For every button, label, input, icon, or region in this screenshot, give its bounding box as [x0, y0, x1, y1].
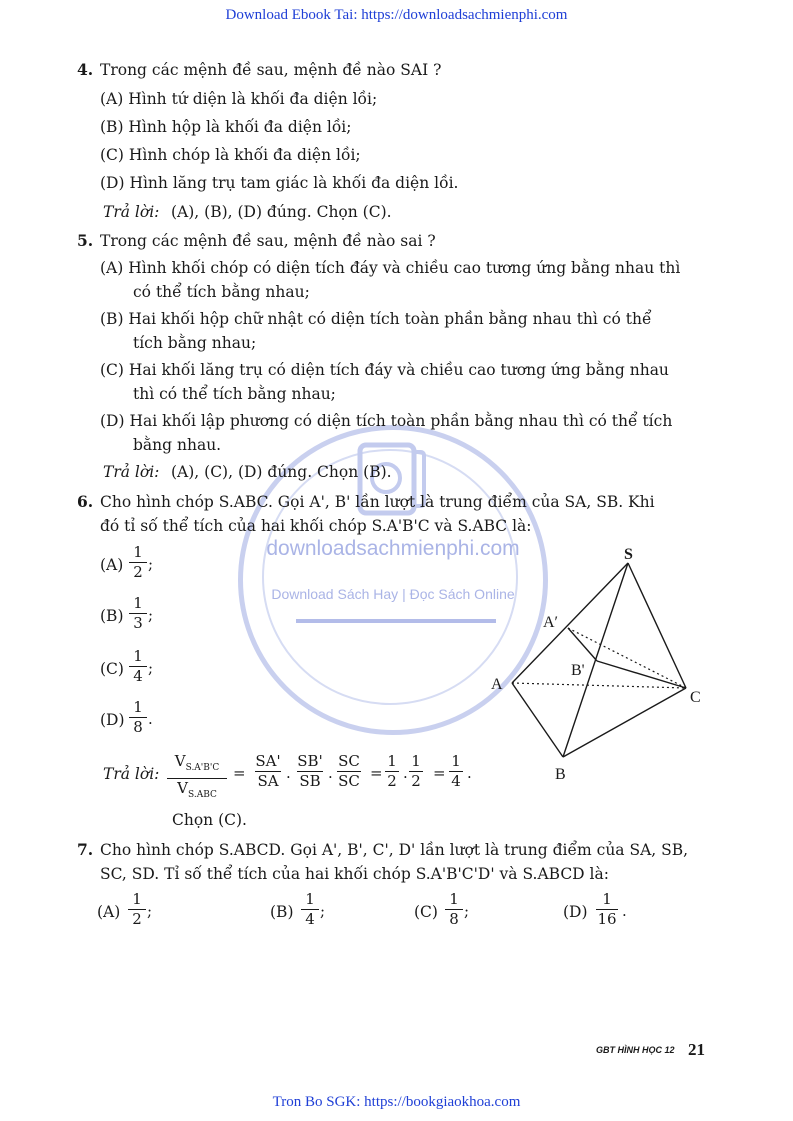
denominator: SA — [257, 772, 279, 791]
option-d-label: (D) — [100, 711, 125, 729]
label-b-prime: B' — [571, 662, 585, 679]
numerator: SA' — [255, 752, 281, 770]
option-a-punct: ; — [148, 555, 154, 573]
edge-bp-c — [597, 661, 686, 688]
question-line-2: SC, SD. Tỉ số thể tích của hai khối chóp S.A'B'C'D' và S.ABCD là: — [100, 865, 609, 883]
book-title: GBT HÌNH HỌC 12 — [596, 1045, 675, 1055]
question-prompt: Trong các mệnh đề sau, mệnh đề nào SAI ? — [100, 61, 442, 79]
question-prompt: Trong các mệnh đề sau, mệnh đề nào sai ? — [100, 232, 436, 250]
formula-eq: = — [370, 764, 383, 782]
question-number: 5. — [77, 231, 94, 250]
question-number: 7. — [77, 840, 94, 859]
numerator: 1 — [449, 890, 459, 908]
denominator: 2 — [133, 563, 143, 582]
volume-subscript: S.A'B'C — [185, 763, 220, 773]
numerator: 1 — [387, 752, 397, 770]
edge-s-c — [628, 563, 686, 688]
footer-link[interactable]: Tron Bo SGK: https://bookgiaokhoa.com — [272, 1094, 521, 1110]
option-b: (B) Hình hộp là khối đa diện lồi; — [100, 118, 352, 136]
numerator: 1 — [133, 647, 143, 665]
label-a: A — [491, 676, 503, 693]
numerator: SB' — [297, 752, 323, 770]
choice-text: Chọn (C). — [172, 811, 247, 829]
option-d-punct: . — [148, 710, 153, 728]
option-d-label: (D) — [563, 903, 588, 921]
label-s: S — [624, 546, 633, 563]
denominator: 8 — [133, 718, 143, 737]
numerator: 1 — [132, 890, 142, 908]
option-d-fraction — [590, 891, 624, 928]
option-c-label: (C) — [414, 903, 438, 921]
page-number: 21 — [688, 1040, 705, 1059]
option-b: (B) Hai khối hộp chữ nhật có diện tích toàn phần bằng nhau thì có thể — [100, 310, 652, 328]
denominator: 3 — [133, 614, 143, 633]
label-c: C — [690, 689, 701, 706]
formula-dot: . — [467, 764, 472, 782]
denominator: 4 — [451, 772, 461, 791]
edge-b-c — [563, 688, 686, 757]
denominator: 4 — [133, 667, 143, 686]
formula-eq: = — [233, 764, 246, 782]
denominator: 16 — [597, 910, 617, 929]
answer-label: Trả lời: — [103, 463, 160, 481]
label-b: B — [555, 766, 566, 783]
question-number: 4. — [77, 60, 94, 79]
option-b-label: (B) — [270, 903, 294, 921]
denominator: 2 — [387, 772, 397, 791]
watermark-subtitle: Download Sách Hay | Đọc Sách Online — [271, 586, 515, 602]
option-a: (A) Hình tứ diện là khối đa diện lồi; — [100, 90, 378, 108]
formula-dot: . — [403, 764, 408, 782]
option-c-cont: thì có thể tích bằng nhau; — [133, 385, 336, 403]
label-a-prime: A′ — [543, 614, 559, 631]
option-b-punct: ; — [320, 902, 326, 920]
numerator: 1 — [451, 752, 461, 770]
denominator: SB — [299, 772, 321, 791]
formula-dot: . — [286, 764, 291, 782]
option-c: (C) Hai khối lăng trụ có diện tích đáy và chiều cao tương ứng bằng nhau — [100, 361, 669, 379]
option-d-cont: bằng nhau. — [133, 436, 222, 454]
formula-eq: = — [433, 764, 446, 782]
option-d: (D) Hai khối lập phương có diện tích toàn phần bằng nhau thì có thể tích — [100, 412, 673, 430]
option-d: (D) Hình lăng trụ tam giác là khối đa diện lồi. — [100, 174, 459, 192]
option-c-punct: ; — [148, 659, 154, 677]
denominator: 2 — [411, 772, 421, 791]
header-link[interactable]: Download Ebook Tai: https://downloadsachmienphi.com — [225, 7, 568, 23]
denominator: 2 — [132, 910, 142, 929]
option-b-label: (B) — [100, 607, 124, 625]
option-b-punct: ; — [148, 606, 154, 624]
denominator: 8 — [449, 910, 459, 929]
volume-symbol: V — [174, 752, 186, 770]
answer-label: Trả lời: — [103, 203, 160, 221]
numerator: 1 — [133, 543, 143, 561]
option-a-label: (A) — [97, 903, 121, 921]
edge-ap-bp — [568, 628, 597, 661]
edge-a-b — [512, 683, 563, 757]
denominator: 4 — [305, 910, 315, 929]
edge-ap-c-hidden — [568, 628, 686, 688]
question-line-2: đó tỉ số thể tích của hai khối chóp S.A'B'C và S.ABC là: — [100, 517, 532, 535]
option-a-punct: ; — [147, 902, 153, 920]
option-c: (C) Hình chóp là khối đa diện lồi; — [100, 146, 361, 164]
question-number: 6. — [77, 492, 94, 511]
option-c-label: (C) — [100, 660, 124, 678]
option-a: (A) Hình khối chóp có diện tích đáy và chiều cao tương ứng bằng nhau thì — [100, 259, 681, 277]
option-a-label: (A) — [100, 556, 124, 574]
question-line-1: Cho hình chóp S.ABC. Gọi A', B' lần lượt là trung điểm của SA, SB. Khi — [100, 493, 655, 511]
numerator: 1 — [133, 594, 143, 612]
edge-a-c-hidden — [512, 683, 686, 688]
option-b-cont: tích bằng nhau; — [133, 334, 257, 352]
numerator: 1 — [133, 698, 143, 716]
question-line-1: Cho hình chóp S.ABCD. Gọi A', B', C', D' lần lượt là trung điểm của SA, SB, — [100, 841, 689, 859]
formula-dot: . — [328, 764, 333, 782]
numerator: 1 — [305, 890, 315, 908]
numerator: 1 — [411, 752, 421, 770]
numerator: SC — [338, 752, 360, 770]
answer-text: (A), (B), (D) đúng. Chọn (C). — [171, 203, 392, 221]
option-c-punct: ; — [464, 902, 470, 920]
denominator: SC — [338, 772, 360, 791]
answer-label: Trả lời: — [103, 765, 160, 783]
numerator: 1 — [602, 890, 612, 908]
option-d-punct: . — [622, 902, 627, 920]
answer-text: (A), (C), (D) đúng. Chọn (B). — [171, 463, 392, 481]
option-a-cont: có thể tích bằng nhau; — [133, 283, 310, 301]
volume-symbol: V — [177, 779, 188, 798]
watermark-title: downloadsachmienphi.com — [266, 537, 520, 560]
volume-subscript: S.ABC — [187, 790, 217, 801]
